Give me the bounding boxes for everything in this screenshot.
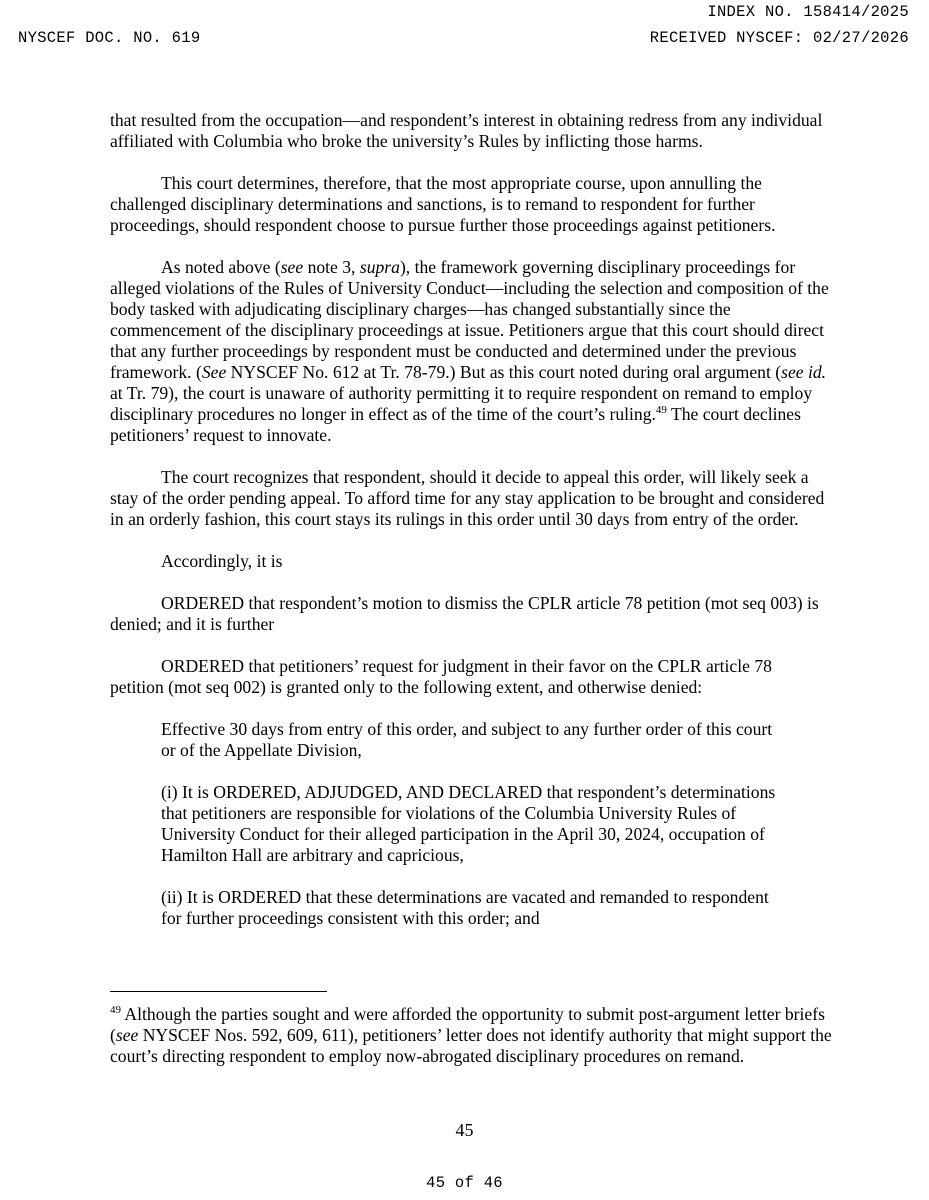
- paragraph-9: (i) It is ORDERED, ADJUDGED, AND DECLARED that respondent’s determinations that petitioners are responsible for violations of the Columbia University Rules of University Conduct for their alleged participation in the April 30, 2024, occupation of Hamilton Hall are arbitrary and capricious,: [161, 782, 776, 865]
- footnote-number: 49: [110, 1004, 121, 1017]
- footnote: $^{49}$ Although the parties sought and were afforded the opportunity to submit post-argument letter briefs (see NYSCEF Nos. 592, 609, 611), petitioners’ letter does not identify authority that might support the court’s directing respondent to employ now-abrogated disciplinary procedures on remand.: [110, 1004, 832, 1066]
- page-number: 45: [455, 1120, 474, 1140]
- paragraph-7: ORDERED that petitioners’ request for judgment in their favor on the CPLR article 78 petition (mot seq 002) is granted only to the following extent, and otherwise denied:: [110, 656, 772, 697]
- paragraph-10: (ii) It is ORDERED that these determinations are vacated and remanded to respondent for further proceedings consistent with this order; and: [161, 887, 769, 928]
- paragraph-8: Effective 30 days from entry of this order, and subject to any further order of this court or of the Appellate Division,: [161, 719, 773, 760]
- document-body: [110, 110, 830, 950]
- footnote-divider: [110, 991, 327, 992]
- paragraph-2: This court determines, therefore, that the most appropriate course, upon annulling the challenged disciplinary determinations and sanctions, is to remand to respondent for further proceedings, should respondent choose to pursue further those proceedings against petitioners.: [110, 173, 776, 235]
- page-of-total: 45 of 46: [426, 1174, 503, 1192]
- doc-number: NYSCEF DOC. NO. 619: [18, 29, 201, 47]
- paragraph-5: Accordingly, it is: [161, 551, 283, 571]
- paragraph-6: ORDERED that respondent’s motion to dismiss the CPLR article 78 petition (mot seq 003) is denied; and it is further: [110, 593, 819, 634]
- received-date: RECEIVED NYSCEF: 02/27/2026: [649, 29, 909, 47]
- index-number: INDEX NO. 158414/2025: [707, 3, 909, 21]
- paragraph-4: The court recognizes that respondent, should it decide to appeal this order, will likely seek a stay of the order pending appeal. To afford time for any stay application to be brought and considered in an orderly fashion, this court stays its rulings in this order until 30 days from entry of the order.: [110, 467, 825, 529]
- paragraph-1: that resulted from the occupation—and respondent’s interest in obtaining redress from any individual affiliated with Columbia who broke the university’s Rules by inflicting those harms.: [110, 110, 823, 151]
- paragraph-3: As noted above (see note 3, supra), the framework governing disciplinary proceedings for alleged violations of the Rules of University Conduct—including the selection and composition of the body tasked with adjudicating disciplinary charges—has changed substantially since the commencement of the disciplinary proceedings at issue. Petitioners argue that this court should direct that any further proceedings by respondent must be conducted and determined under the previous framework. (See NYSCEF No. 612 at Tr. 78-79.) But as this court noted during oral argument (see id. at Tr. 79), the court is unaware of authority permitting it to require respondent on remand to employ disciplinary procedures no longer in effect as of the time of the court’s ruling.$^{49}$ The court declines petitioners’ request to innovate.: [110, 257, 829, 445]
- footnote-ref: 49: [655, 404, 667, 417]
